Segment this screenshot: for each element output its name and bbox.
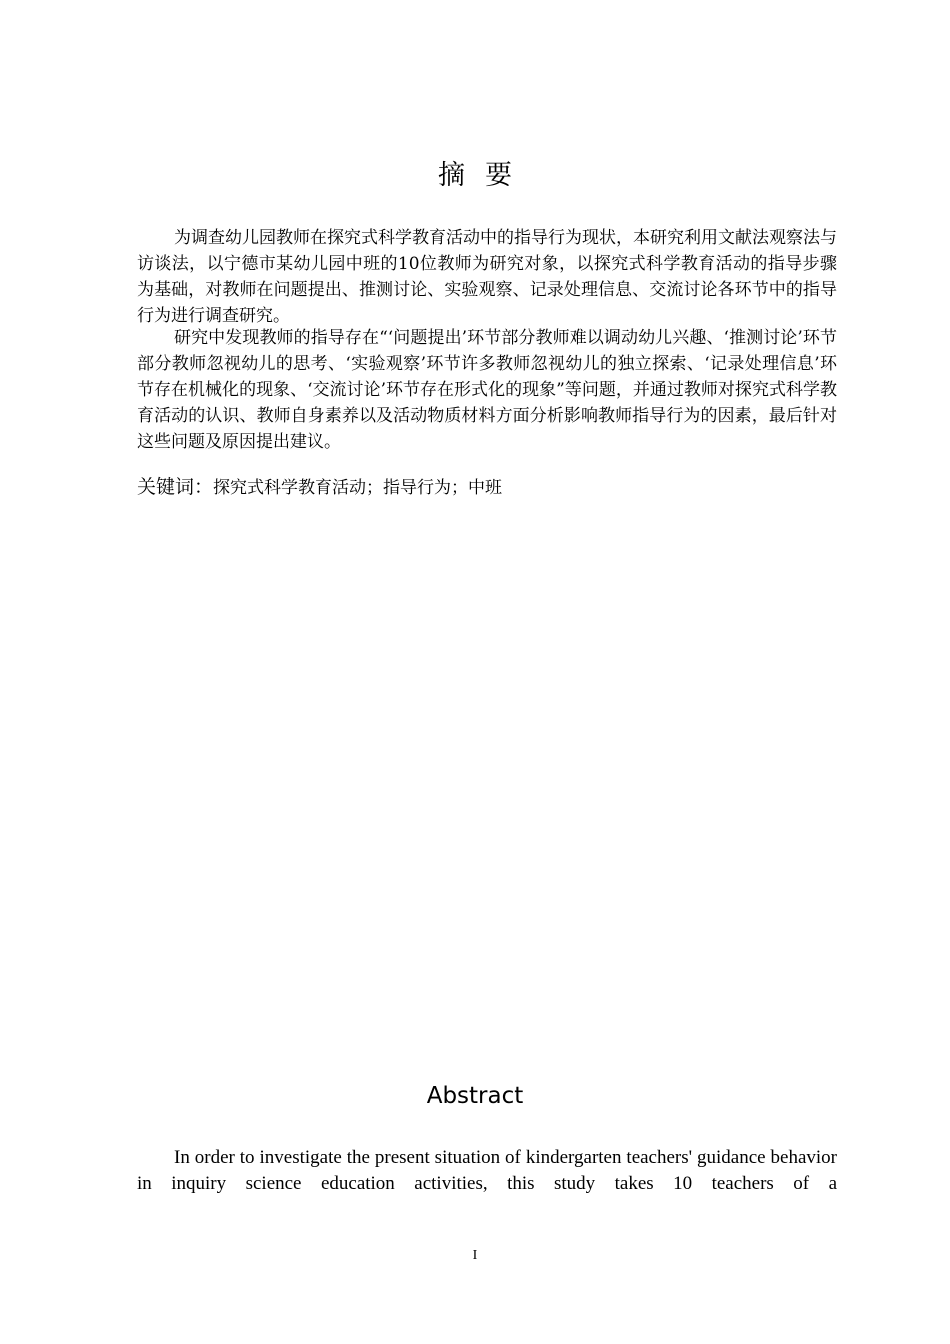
keywords-label: 关键词： xyxy=(137,476,214,498)
keywords-text: 探究式科学教育活动；指导行为；中班 xyxy=(213,478,503,498)
abstract-title-en: Abstract xyxy=(426,1083,524,1109)
abstract-paragraph-en xyxy=(137,1145,837,1197)
paragraph-text: 为调查幼儿园教师在探究式科学教育活动中的指导行为现状，本研究利用文献法观察法与访谈法，以宁德市某幼儿园中班的10位教师为研究对象，以探究式科学教育活动的指导步骤为基础，对教师在问题提出、推测讨论、实验观察、记录处理信息、交流讨论各环节中的指导行为进行调查研究。 xyxy=(137,228,837,326)
paragraph-text: 研究中发现教师的指导存在“‘问题提出’环节部分教师难以调动幼儿兴趣、‘推测讨论’环节部分教师忽视幼儿的思考、‘实验观察’环节许多教师忽视幼儿的独立探索、‘记录处理信息’环节存在机械化的现象、‘交流讨论’环节存在形式化的现象”等问题，并通过教师对探究式科学教育活动的认识、教师自身素养以及活动物质材料方面分析影响教师指导行为的因素，最后针对这些问题及原因提出建议。 xyxy=(137,328,837,452)
abstract-paragraph-2 xyxy=(137,325,837,455)
abstract-title-cn: 摘要 xyxy=(438,160,532,191)
page-number: I xyxy=(472,1248,478,1263)
keywords-line xyxy=(137,474,837,501)
abstract-paragraph-1 xyxy=(137,225,837,329)
paragraph-text: In order to investigate the present situation of kindergarten teachers' guidance behavior in inquiry science education activities, this study takes 10 teachers of a xyxy=(137,1147,837,1194)
